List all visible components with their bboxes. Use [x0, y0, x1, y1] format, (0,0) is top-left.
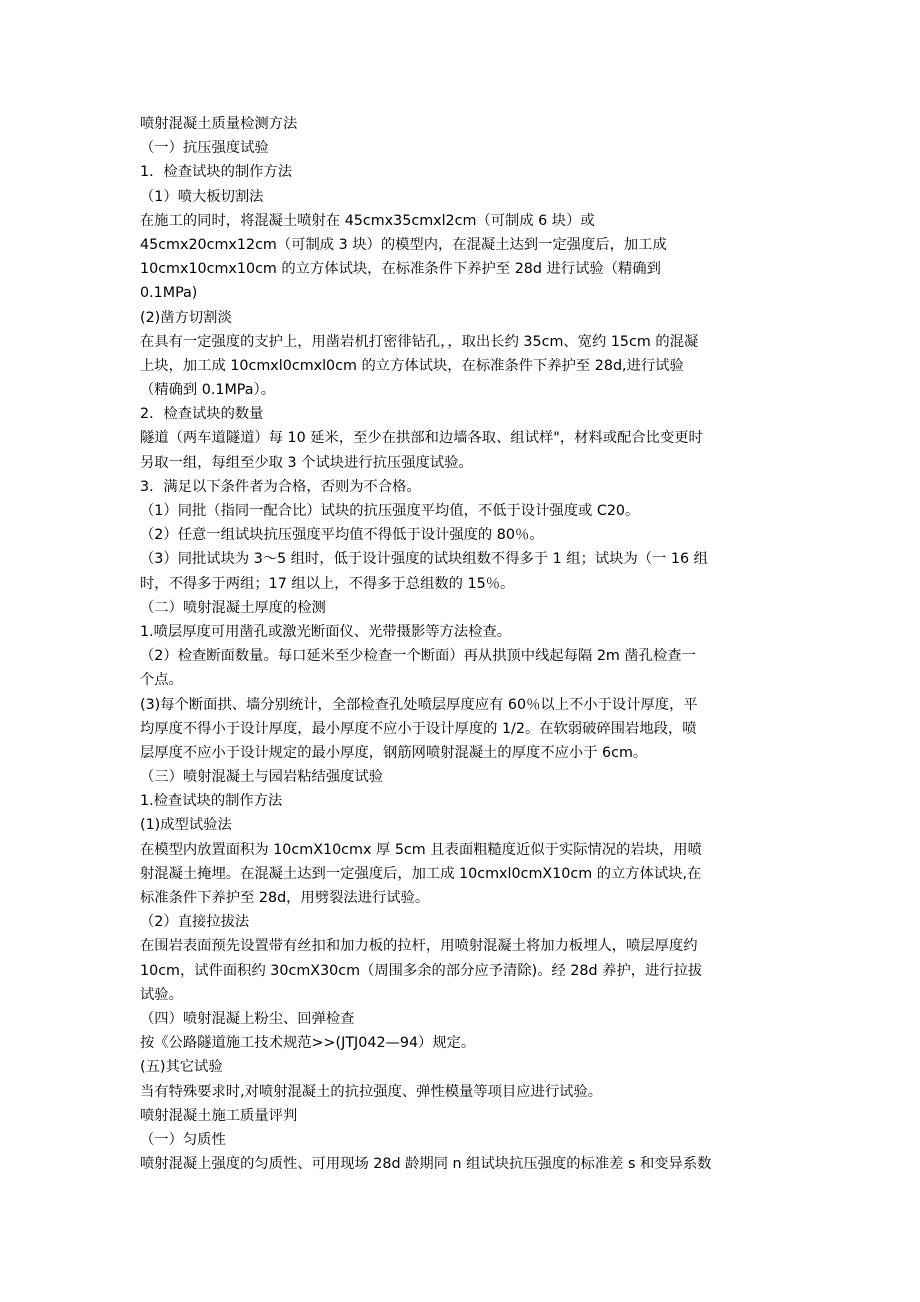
paragraph-line: 按《公路隧道施工技术规范>>(JTJ042—94）规定。: [140, 1035, 476, 1052]
paragraph-line: 在模型内放置面积为 10cmX10cmx 厚 5cm 且表面粗糙度近似于实际情况的岩块，用喷: [140, 841, 702, 858]
paragraph-line: 标准条件下养护至 28d，用劈裂法进行试验。: [140, 890, 430, 906]
paragraph-line: 上块，加工成 10cmxl0cmxl0cm 的立方体试块，在标准条件下养护至 28d,进行试验: [140, 357, 684, 374]
list-item: 1.喷层厚度可用凿孔或激光断面仪、光带摄影等方法检查。: [140, 623, 512, 640]
paragraph-line: 10cmx10cmx10cm 的立方体试块，在标准条件下养护至 28d 进行试验（精确到: [140, 261, 661, 278]
paragraph-line: 45cmx20cmx12cm（可制成 3 块）的模型内，在混凝土达到一定强度后，加工成: [140, 236, 667, 253]
list-item: (3)每个断面拱、墙分别统计，全部检查孔处喷层厚度应有 60％以上不小于设计厚度，平: [140, 696, 698, 713]
subsection-heading: 1.检查试块的制作方法: [140, 793, 283, 810]
paragraph-line: （精确到 0.1MPa）。: [140, 382, 275, 399]
subsection-heading: 3．满足以下条件者为合格，否则为不合格。: [140, 478, 421, 495]
section-heading: （一）抗压强度试验: [140, 140, 269, 157]
paragraph-line: 时，不得多于两组；17 组以上，不得多于总组数的 15％。: [140, 575, 515, 592]
section-heading: （一）匀质性: [140, 1131, 226, 1148]
section-heading: （三）喷射混凝土与园岩粘结强度试验: [140, 769, 384, 786]
item-heading: （1）喷大板切割法: [140, 188, 264, 205]
paragraph-line: 隧道（两车道隧道）每 10 延米，至少在拱部和边墙各取、组试样"，材料或配合比变更时: [140, 430, 703, 447]
paragraph-line: 当有特殊要求时,对喷射混凝土的抗拉强度、弹性模量等项目应进行试验。: [140, 1083, 603, 1100]
paragraph-line: 10cm，试件面积约 30cmX30cm（周围多余的部分应予清除)。经 28d 养护，进行拉拔: [140, 962, 703, 979]
list-item: （3）同批试块为 3～5 组时，低于设计强度的试块组数不得多于 1 组；试块为（一 16 组: [140, 551, 708, 568]
paragraph-line: 试验。: [140, 986, 183, 1003]
paragraph-line: 在施工的同时，将混凝土喷射在 45cmx35cmxl2cm（可制成 6 块）或: [140, 212, 595, 229]
paragraph-line: 在具有一定强度的支护上，用凿岩机打密徘钻孔，，取出长约 35cm、宽约 15cm 的混凝: [140, 333, 699, 350]
list-item: （1）同批（指同一配合比）试块的抗压强度平均值，不低于设计强度或 C20。: [140, 503, 640, 519]
paragraph-line: 均厚度不得小于设计厚度，最小厚度不应小于设计厚度的 1/2。在软弱破碎围岩地段，喷: [140, 720, 697, 737]
list-item: （2）任意一组试块抗压强度平均值不得低于设计强度的 80％。: [140, 527, 544, 544]
item-heading: (2)凿方切割淡: [140, 309, 232, 326]
list-item: （2）检查断面数量。每口延米至少检查一个断面）再从拱顶中线起每隔 2m 凿孔检查一: [140, 648, 696, 665]
subsection-heading: 2．检查试块的数量: [140, 406, 264, 423]
item-heading: （2）直接拉拔法: [140, 914, 250, 931]
paragraph-line: 在围岩表面预先设置带有丝扣和加力板的拉杆，用喷射混凝土将加力板埋人，喷层厚度约: [140, 938, 698, 955]
paragraph-line: 0.1MPa): [140, 285, 198, 302]
paragraph-line: 另取一组，每组至少取 3 个试块进行抗压强度试验。: [140, 454, 473, 471]
subsection-heading: 1．检查试块的制作方法: [140, 164, 293, 181]
item-heading: (1)成型试验法: [140, 817, 232, 834]
paragraph-line: 射混凝土掩埋。在混凝土达到一定强度后，加工成 10cmxl0cmX10cm 的立方体试块,在: [140, 865, 702, 882]
paragraph-line: 层厚度不应小于设计规定的最小厚度，钢筋网喷射混凝土的厚度不应小于 6cm。: [140, 744, 648, 761]
document-page: [140, 112, 788, 1176]
heading-title: 喷射混凝土施工质量评判: [140, 1107, 298, 1124]
section-heading: （四）喷射混凝上粉尘、回弹检查: [140, 1010, 355, 1027]
paragraph-line: 个点。: [140, 672, 183, 689]
heading-title: 喷射混凝土质量检测方法: [140, 116, 298, 132]
section-heading: (五)其它试验: [140, 1059, 223, 1076]
paragraph-line: 喷射混凝上强度的匀质性、可用现场 28d 龄期同 n 组试块抗压强度的标准差 s 和变异系数: [140, 1156, 712, 1173]
section-heading: （二）喷射混凝土厚度的检测: [140, 599, 326, 616]
